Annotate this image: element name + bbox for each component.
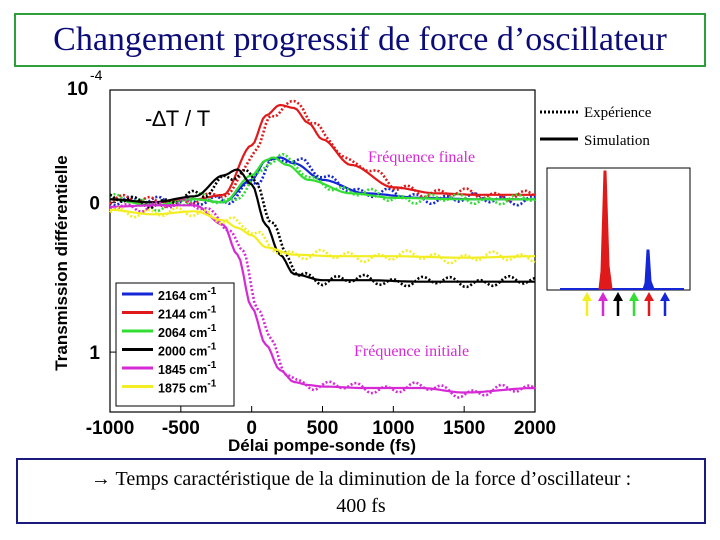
inset-arrow-head-1: [598, 292, 608, 301]
x-axis-label: Délai pompe-sonde (fs): [228, 436, 416, 455]
inset-arrow-head-5: [660, 292, 670, 301]
x-tick-label-6: 2000: [513, 418, 557, 439]
x-tick-label-0: -1000: [85, 418, 135, 439]
inset-arrow-head-2: [613, 292, 623, 301]
legend-label-3: 2000 $cm^{-1}$: [158, 341, 217, 359]
legend-experience-label: Expérience: [584, 105, 652, 121]
y-scale-exponent: -4: [90, 67, 103, 83]
series-sim-3: [110, 169, 535, 281]
conclusion-line-2: 400 fs: [336, 495, 386, 517]
inset-arrow-head-0: [582, 292, 592, 301]
inset-arrow-head-3: [629, 292, 639, 301]
x-tick-label-2: 0: [246, 418, 257, 439]
legend-label-1: 2144 $cm^{-1}$: [158, 304, 217, 322]
legend-label-4: 1845 $cm^{-1}$: [158, 360, 217, 377]
inset-arrow-head-4: [644, 292, 654, 301]
y-tick-label-0: 0: [89, 193, 100, 215]
legend-label-5: 1875 $cm^{-1}$: [158, 378, 217, 396]
series-exp-3: [110, 170, 535, 287]
annotation-final-frequency: Fréquence finale: [368, 149, 476, 166]
legend-simulation-label: Simulation: [584, 133, 650, 149]
conclusion-text: [26, 466, 696, 520]
legend-label-0: 2164 $cm^{-1}$: [158, 286, 217, 303]
x-tick-label-1: -500: [161, 418, 200, 439]
legend-label-2: 2064 $cm^{-1}$: [158, 323, 217, 340]
y-scale-label: 10: [67, 79, 89, 100]
series-sim-5: [110, 210, 535, 258]
x-tick-label-3: 500: [306, 418, 339, 439]
conclusion-line-1: → Temps caractéristique de la diminution de la force d’oscillateur :: [90, 468, 632, 490]
y-axis-label: Transmission différentielle: [52, 155, 71, 371]
slide-title: Changement progressif de force d’oscillateur: [53, 21, 667, 58]
plot-label: -∆T / T: [145, 106, 211, 131]
inset-spectrum-frame: [547, 168, 690, 290]
x-tick-label-4: 1000: [372, 418, 415, 439]
conclusion-box: [16, 458, 706, 524]
annotation-initial-frequency: Fréquence initiale: [354, 343, 470, 360]
x-tick-label-5: 1500: [443, 418, 486, 439]
y-tick-label-1: 1: [89, 343, 100, 365]
